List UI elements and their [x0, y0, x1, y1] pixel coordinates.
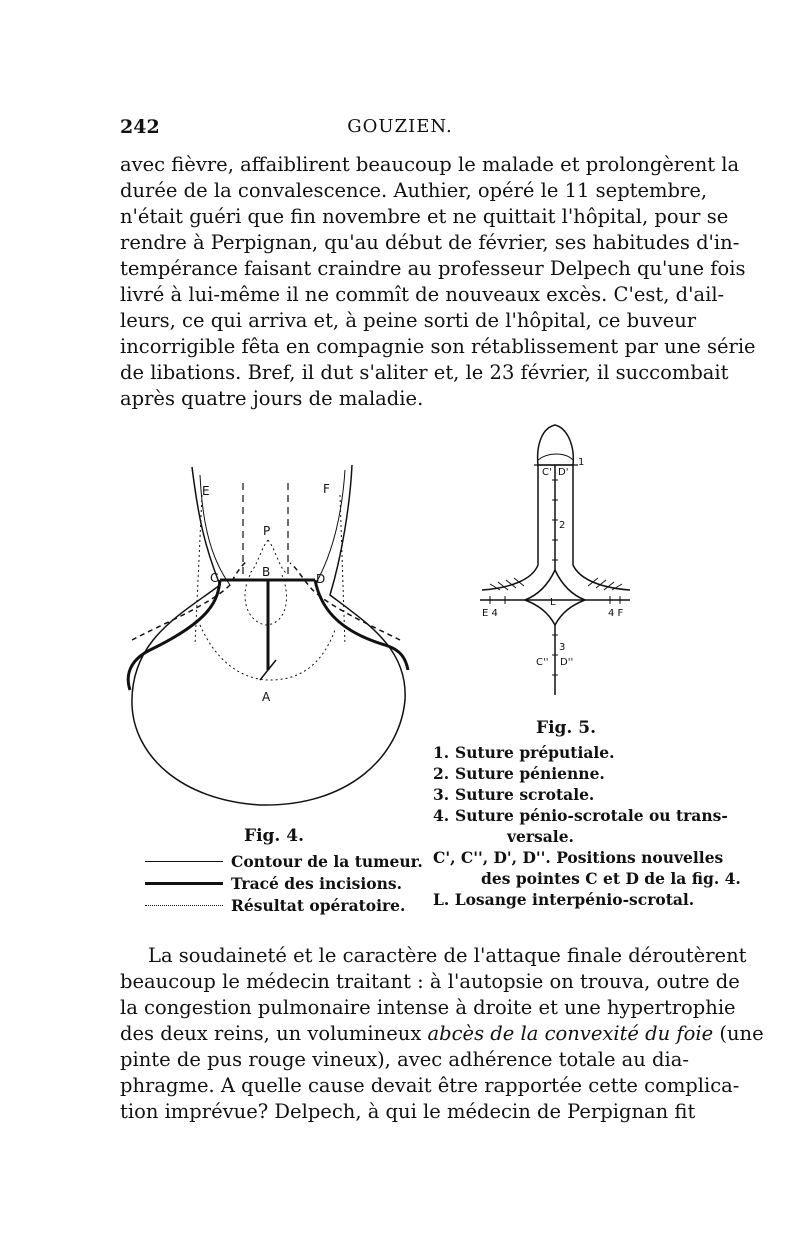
text-line: la congestion pulmonaire intense à droite et une hypertrophie	[120, 996, 736, 1019]
legend-text: Suture pénio-scrotale ou trans-	[455, 806, 728, 825]
italic-phrase: abcès de la convexité du foie	[427, 1022, 714, 1045]
legend-label: Tracé des incisions.	[231, 874, 402, 893]
page-number: 242	[120, 116, 160, 138]
glans	[538, 425, 574, 465]
label-B: B	[262, 565, 271, 579]
label-A: A	[262, 690, 271, 704]
text-line: durée de la convalescence. Authier, opéré le 11 septembre,	[120, 179, 708, 202]
text-line: après quatre jours de maladie.	[120, 387, 424, 410]
glans-ridge	[538, 454, 573, 460]
legend-row	[433, 784, 683, 805]
shaft-right	[573, 465, 630, 590]
legend-num: 3.	[433, 785, 450, 804]
legend-row	[433, 742, 683, 763]
legend-text: C', C'', D', D''. Positions nouvelles	[433, 848, 724, 867]
label-L: L	[550, 597, 556, 608]
text-line: incorrigible fêta en compagnie son rétablissement par une série	[120, 335, 756, 358]
label-C: C	[210, 571, 219, 585]
legend-swatch-dotted	[145, 905, 223, 906]
legend-text: Suture pénienne.	[455, 764, 605, 783]
legend-num: 4.	[433, 806, 450, 825]
label-D1: D'	[558, 467, 569, 478]
label-D2: D''	[560, 657, 574, 668]
page-header	[120, 116, 680, 142]
legend-num: 1.	[433, 743, 450, 762]
text-segment: (une	[719, 1022, 764, 1045]
figure-5-diagram	[470, 420, 650, 700]
fig4-title: Fig. 4.	[244, 826, 304, 846]
label-E: E	[202, 484, 210, 498]
text-line: tion imprévue? Delpech, à qui le médecin de Perpignan fit	[120, 1100, 696, 1123]
text-line: leurs, ce qui arriva et, à peine sorti de l'hôpital, ce buveur	[120, 309, 697, 332]
paragraph-2	[120, 943, 764, 1125]
legend-row	[433, 763, 683, 784]
label-F4: 4 F	[608, 608, 624, 619]
label-E4: E 4	[482, 608, 498, 619]
legend-row	[145, 873, 435, 895]
legend-row	[433, 805, 728, 826]
incision-right	[315, 580, 408, 670]
fig5-title: Fig. 5.	[536, 718, 596, 738]
text-line: tempérance faisant craindre au professeur Delpech qu'une fois	[120, 257, 746, 280]
legend-num: 2.	[433, 764, 450, 783]
legend-label: Résultat opératoire.	[231, 896, 406, 915]
text-line: beaucoup le médecin traitant : à l'autopsie on trouva, outre de	[120, 970, 740, 993]
legend-text: versale.	[507, 827, 574, 846]
label-n2: 2	[559, 520, 566, 531]
legend-swatch-thick	[145, 882, 223, 885]
result-dotted-right	[290, 563, 400, 640]
label-C1: C'	[542, 467, 552, 478]
legend-row	[433, 826, 683, 847]
label-n3: 3	[559, 642, 566, 653]
label-C2: C''	[536, 657, 549, 668]
text-line: phragme. A quelle cause devait être rapportée cette complica-	[120, 1074, 740, 1097]
legend-text: des pointes C et D de la fig. 4.	[481, 869, 741, 888]
text-line: rendre à Perpignan, qu'au début de février, ses habitudes d'in-	[120, 231, 740, 254]
result-dotted-inner	[245, 575, 287, 625]
running-title: GOUZIEN.	[347, 116, 453, 137]
text-line: La soudaineté et le caractère de l'attaque finale déroutèrent	[148, 944, 747, 967]
label-F: F	[323, 482, 330, 496]
text-line: livré à lui-même il ne commît de nouveaux excès. C'est, d'ail-	[120, 283, 725, 306]
label-D: D	[316, 572, 326, 586]
tumor-contour-inner-right	[315, 470, 345, 585]
legend-row	[433, 889, 695, 910]
legend-text: Suture scrotale.	[455, 785, 595, 804]
label-n1: 1	[578, 457, 585, 468]
legend-row	[145, 851, 435, 873]
fig5-legend	[433, 742, 741, 910]
legend-row	[145, 895, 435, 917]
figure-4-diagram	[120, 455, 420, 825]
legend-label: Contour de la tumeur.	[231, 852, 423, 871]
text-line: pinte de pus rouge vineux), avec adhérence totale au dia-	[120, 1048, 689, 1071]
legend-swatch-thin	[145, 861, 223, 862]
text-line	[120, 1021, 764, 1047]
text-line: de libations. Bref, il dut s'aliter et, le 23 février, il succombait	[120, 361, 729, 384]
legend-text: L. Losange interpénio-scrotal.	[433, 890, 695, 909]
legend-row	[433, 847, 724, 868]
label-P: P	[263, 524, 271, 538]
fig4-legend	[145, 851, 435, 917]
text-line: n'était guéri que fin novembre et ne quittait l'hôpital, pour se	[120, 205, 729, 228]
legend-row	[433, 868, 741, 889]
text-segment: des deux reins, un volumineux	[120, 1022, 422, 1045]
legend-text: Suture préputiale.	[455, 743, 615, 762]
text-line: avec fièvre, affaiblirent beaucoup le malade et prolongèrent la	[120, 153, 740, 176]
paragraph-1	[120, 152, 756, 412]
shaft-left	[482, 465, 538, 590]
